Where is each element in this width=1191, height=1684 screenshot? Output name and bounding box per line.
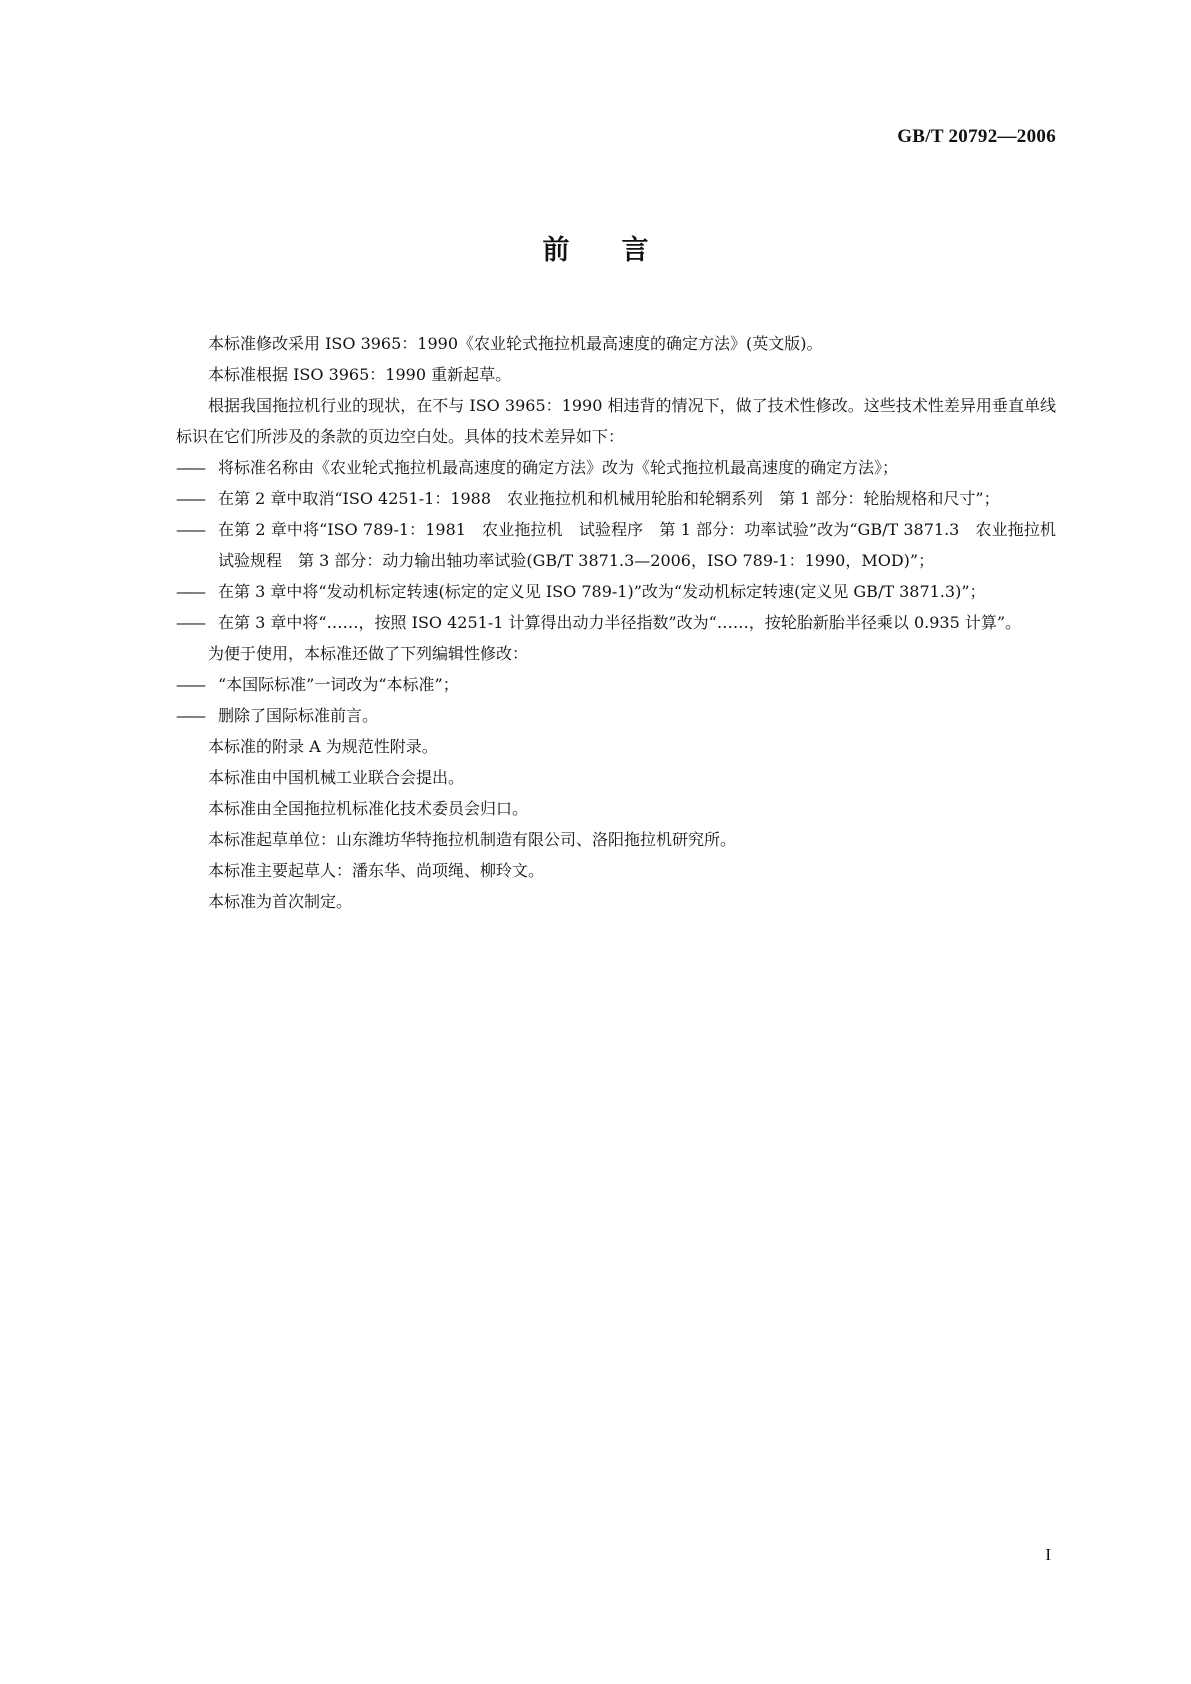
list-item bbox=[176, 607, 1056, 638]
list-item bbox=[176, 700, 1056, 731]
list-item-text: 删除了国际标准前言。 bbox=[218, 706, 379, 725]
standard-code: GB/T 20792—2006 bbox=[897, 126, 1056, 147]
dash-marker: —— bbox=[176, 520, 204, 539]
list-item bbox=[176, 576, 1056, 607]
page-title: 前言 bbox=[542, 235, 701, 266]
paragraph-first-edition: 本标准为首次制定。 bbox=[208, 892, 353, 911]
document-body bbox=[176, 328, 1073, 917]
dash-marker: —— bbox=[176, 675, 204, 694]
dash-marker: —— bbox=[176, 489, 204, 508]
list-item bbox=[176, 452, 1056, 483]
paragraph-drafting-units: 本标准起草单位：山东潍坊华特拖拉机制造有限公司、洛阳拖拉机研究所。 bbox=[208, 830, 737, 849]
list-item-text: 在第 3 章中将“发动机标定转速(标定的定义见 ISO 789-1)”改为“发动机标定转速(定义见 GB/T 3871.3)”； bbox=[218, 582, 986, 601]
list-item-text: 将标准名称由《农业轮式拖拉机最高速度的确定方法》改为《轮式拖拉机最高速度的确定方法》； bbox=[218, 458, 899, 477]
list-item bbox=[176, 669, 1056, 700]
list-item-text: 在第 3 章中将“……，按照 ISO 4251-1 计算得出动力半径指数”改为“……，按轮胎新胎半径乘以 0.935 计算”。 bbox=[218, 613, 1022, 632]
paragraph-technical-intro: 根据我国拖拉机行业的现状，在不与 ISO 3965：1990 相违背的情况下，做了技术性修改。这些技术性差异用垂直单线标识在它们所涉及的条款的页边空白处。具体的技术差异如下： bbox=[176, 396, 1056, 446]
dash-marker: —— bbox=[176, 458, 204, 477]
list-item-text: 在第 2 章中取消“ISO 4251-1：1988 农业拖拉机和机械用轮胎和轮辋系列 第 1 部分：轮胎规格和尺寸”； bbox=[218, 489, 1000, 508]
list-item bbox=[176, 514, 1073, 576]
dash-marker: —— bbox=[176, 706, 204, 725]
paragraph-adoption: 本标准修改采用 ISO 3965：1990《农业轮式拖拉机最高速度的确定方法》(英文版)。 bbox=[208, 334, 823, 353]
paragraph-drafters: 本标准主要起草人：潘东华、尚项绳、柳玲文。 bbox=[208, 861, 545, 880]
paragraph-proposer: 本标准由中国机械工业联合会提出。 bbox=[208, 768, 465, 787]
paragraph-drafting-basis: 本标准根据 ISO 3965：1990 重新起草。 bbox=[208, 365, 512, 384]
paragraph-editorial-intro: 为便于使用，本标准还做了下列编辑性修改： bbox=[208, 644, 529, 663]
list-item bbox=[176, 483, 1056, 514]
dash-marker: —— bbox=[176, 613, 204, 632]
paragraph-centralized: 本标准由全国拖拉机标准化技术委员会归口。 bbox=[208, 799, 529, 818]
list-item-text: “本国际标准”一词改为“本标准”； bbox=[218, 675, 459, 694]
page-number: I bbox=[1045, 1545, 1051, 1564]
paragraph-annex: 本标准的附录 A 为规范性附录。 bbox=[208, 737, 438, 756]
list-item-text: 在第 2 章中将“ISO 789-1：1981 农业拖拉机 试验程序 第 1 部分：功率试验”改为“GB/T 3871.3 农业拖拉机 试验规程 第 3 部分：动力输出轴功率试验(GB/T 3871.3—2006，ISO 789-1：1990，MOD)”； bbox=[218, 520, 1073, 570]
dash-marker: —— bbox=[176, 582, 204, 601]
